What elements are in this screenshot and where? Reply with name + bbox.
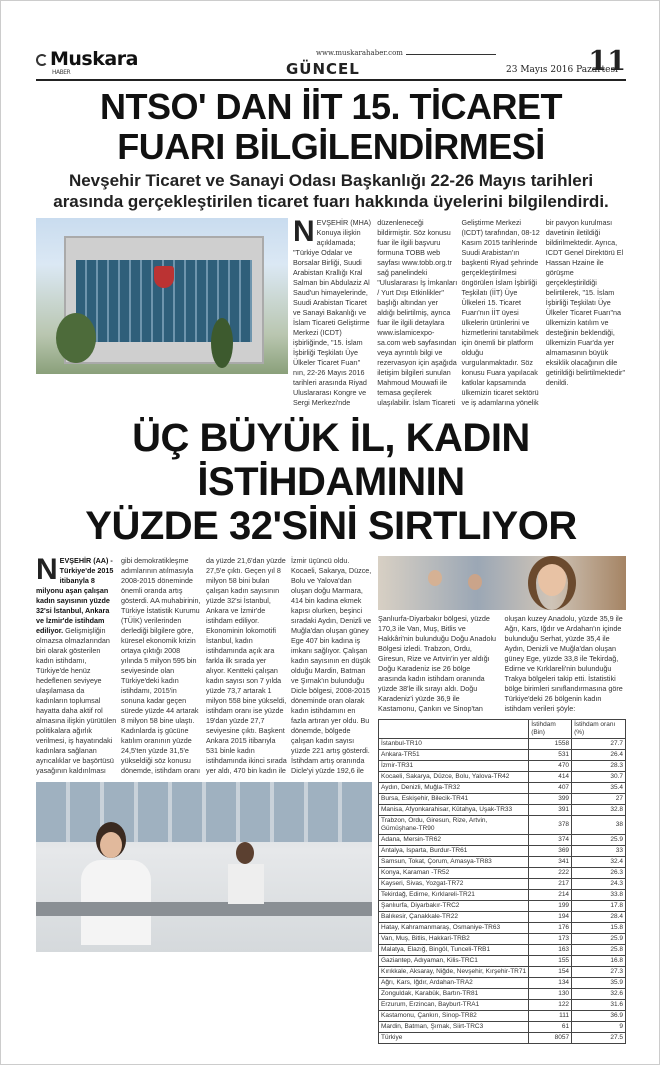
textile-workers-photo bbox=[36, 782, 372, 952]
rate-cell: 27.7 bbox=[572, 739, 626, 750]
employment-cell: 194 bbox=[529, 912, 572, 923]
table-row bbox=[379, 934, 626, 945]
article2-headline bbox=[36, 416, 626, 548]
region-cell: Balıkesir, Çanakkale-TR22 bbox=[379, 912, 529, 923]
employment-cell: 399 bbox=[529, 794, 572, 805]
rate-cell: 17.8 bbox=[572, 901, 626, 912]
employment-cell: 199 bbox=[529, 901, 572, 912]
table-row bbox=[379, 857, 626, 868]
employment-cell: 374 bbox=[529, 835, 572, 846]
region-cell: Manisa, Afyonkarahisar, Kütahya, Uşak-TR33 bbox=[379, 805, 529, 816]
rate-cell: 35.9 bbox=[572, 978, 626, 989]
employment-cell: 155 bbox=[529, 956, 572, 967]
employment-cell: 217 bbox=[529, 879, 572, 890]
article2-right bbox=[378, 556, 626, 1044]
headline-line: FUARI BİLGİLENDİRMESİ bbox=[117, 126, 545, 167]
region-cell: Tekirdağ, Edirne, Kırklareli-TR21 bbox=[379, 890, 529, 901]
article1-headline bbox=[36, 87, 626, 167]
rate-cell: 25.9 bbox=[572, 835, 626, 846]
article2-row bbox=[36, 553, 626, 1044]
rate-cell: 27.3 bbox=[572, 967, 626, 978]
rate-cell: 26.4 bbox=[572, 750, 626, 761]
article2-lead: EVŞEHİR (AA) - Türkiye'de 2015 itibanyla 8 milyonu aşan çalışan kadın sayısının yüzde 32'si İstanbul, Ankara ve İzmir'de istihdam ediliyor. bbox=[36, 556, 114, 635]
rate-cell: 30.7 bbox=[572, 772, 626, 783]
region-cell: Kayseri, Sivas, Yozgat-TR72 bbox=[379, 879, 529, 890]
rate-cell: 15.8 bbox=[572, 923, 626, 934]
employment-cell: 378 bbox=[529, 816, 572, 835]
rate-cell: 9 bbox=[572, 1022, 626, 1033]
rate-cell: 31.6 bbox=[572, 1000, 626, 1011]
rate-cell: 25.8 bbox=[572, 945, 626, 956]
article1-text: EVŞEHİR (MHA) Konuya ilişkin açıklamada; "Türkiye Odalar ve Borsalar Birliği, Suudi Arabistan Krallığı Kral Salman bin Abdulaziz Al Saud'un himayelerinde, Suudi Arabistan Ticaret ve Sanayi Bakanlığı ve İslam Ticareti Geliştirme Merkezi (ICDT) işbirliğinde, "15. İslam İşbirliği Teşkilatı Üye Ülkeler Ticaret Fuarı" nın, 22-26 Mayıs 2016 tarihleri arasında Riyad Uluslararası Kongre ve Sergi Merkezi'nde düzenleneceği bildirmiştir. Söz konusu fuar ile ilgili başvuru formuna TOBB web sayfası www.tobb.org.tr sağ panelindeki "Uluslararası İş İmkanları / Yurt Dışı Etkinlikler" başlığı altından yer aldığı belirtilmiş, ayrıca fuar ile ilgili detaylara www.islamicexpo-sa.com web sayfasından veya ayrıntılı bilgi ve rezervasyon için aşağıda iletişim bilgileri sunulan Mahmoud Mouwafi ile temasa geçilerek ulaşılabilir. İslam Ticareti Geliştirme Merkezi (ICDT) tarafından, 08-12 Kasım 2015 tarihlerinde Suudi Arabistan'ın başkenti Riyad şehrinde gerçekleştirilmesi öngörülen İslam İşbirliği Teşkilatı (İİT) Üye Ülkeleri 15. Ticaret Fuarı'nın İİT üyesi ülkelerin ürünlerini ve hizmetlerini tanıtabilmek için önemli bir platform olduğu vurgulanmaktadır. Söz konusu Fuara yapılacak katkılar kapsamında ülkemizin ticaret sektörü ve iş adamlarına yönelik bir pavyon kurulması davetinin iletildiği bildirilmektedir. Ayrıca, ICDT Genel Direktörü El Hassan Hzaine ile görüşme gerçekleştirildiği belirtilerek, "15. İslam İşbirliği Teşkilatı Üye Ülkeler Ticaret Fuarı"na ülkemizin katılım ve desteğinin beklendiği, ülkemizin Fuar'da yer almamasının büyük eksiklik olacağının dile getirildiği belirtilmektedir" denildi. bbox=[293, 218, 625, 407]
rate-cell: 26.3 bbox=[572, 868, 626, 879]
employment-cell: 407 bbox=[529, 783, 572, 794]
employment-cell: 130 bbox=[529, 989, 572, 1000]
region-cell: Erzurum, Erzincan, Bayburt-TRA1 bbox=[379, 1000, 529, 1011]
table-header-cell: İstihdam (Bin) bbox=[529, 720, 572, 739]
region-cell: Şanlıurfa, Diyarbakır-TRC2 bbox=[379, 901, 529, 912]
rate-cell: 16.8 bbox=[572, 956, 626, 967]
emblem bbox=[154, 266, 174, 288]
table-row bbox=[379, 835, 626, 846]
rate-cell: 28.3 bbox=[572, 761, 626, 772]
region-cell: Gaziantep, Adıyaman, Kilis-TRC1 bbox=[379, 956, 529, 967]
table-row bbox=[379, 890, 626, 901]
site-url: www.muskarahaber.com bbox=[316, 49, 403, 57]
table-row bbox=[379, 967, 626, 978]
chamber-building-photo bbox=[36, 218, 288, 374]
article2-body-continued bbox=[378, 614, 626, 714]
table-row bbox=[379, 945, 626, 956]
rate-cell: 36.9 bbox=[572, 1011, 626, 1022]
table-header-cell: İstihdam oranı (%) bbox=[572, 720, 626, 739]
region-cell: Malatya, Elazığ, Bingöl, Tunceli-TRB1 bbox=[379, 945, 529, 956]
region-cell: Kocaeli, Sakarya, Düzce, Bolu, Yalova-TR42 bbox=[379, 772, 529, 783]
region-cell: Ağrı, Kars, Iğdır, Ardahan-TRA2 bbox=[379, 978, 529, 989]
drop-cap: N bbox=[293, 215, 315, 248]
region-cell: İzmir-TR31 bbox=[379, 761, 529, 772]
table-header-cell bbox=[379, 720, 529, 739]
article2-text: Gelişmişliğin olmazsa olmazlarından biri olarak gösterilen kadın istihdamı, Türkiye'de henüz hedeflenen seviyeye ulaşılamasa da kadınların toplumsal hayatta daha aktif rol almasına ilişkin yürütülen politikalara ağırlık verilmesi, iş hayatındaki kadınlara sağlanan ayrıcalıklar ve başörtüsü yasağının kaldırılması gibi demokratikleşme adımlarının atılmasıyla 2008-2015 döneminde önemli oranda artış gösterdi. AA muhabirinin, Türkiye İstatistik Kurumu (TÜİK) verilerinden derlediği bilgilere göre, küresel ekonomik krizin ortaya çıktığı 2008 yılında 5 milyon 595 bin seviyesinde olan Türkiye'deki kadın istihdamı, 2015'in sonuna kadar geçen sürede yüzde 44 artarak 8 milyon 58 bine ulaştı. Kadınlarda iş gücüne katılım oranının yüzde 24,5'ten yüzde 31,5'e yükseldiği söz konusu dönemde, istihdam oranı da yüzde 21,6'dan yüzde 27,5'e çıktı. Geçen yıl 8 milyon 58 bini bulan çalışan kadın sayısının yüzde 32'si İstanbul, Ankara ve İzmir'de istihdam ediliyor. Ekonominin lokomotifi İstanbul, kadın istihdamında açık ara farkla ilk sırada yer alıyor. Kentteki çalışan kadın sayısı son 7 yılda yüzde 73,7 artarak 1 milyon 558 bine yükseldi, istihdam oranı ise yüzde 19'dan yüzde 27,7 seviyesine çıktı. Başkent Ankara 2015 itibarıyla 531 binle kadın istihdamında ikinci sırada yer aldı, 470 bin kadın ile İzmir üçüncü oldu. Kocaeli, Sakarya, Düzce, Bolu ve Yalova'dan oluşan doğu Marmara, 414 bin kadına ekmek kapısı olurken, beşinci sıradaki Aydın, Denizli ve Muğla'dan oluşan güney Ege 407 bin kadına iş imkanı sağlıyor. Çalışan kadın sayısının en düşük olduğu Mardin, Batman ve Şırnak'ın bulunduğu Dicle bölgesi, 2008-2015 döneminde oran olarak kadın istihdamını en fazla artıran yer oldu. Bu dönemde, bölgede çalışan kadın sayısı yüzde 221 artış gösterdi. İstihdam artış oranında Dicle'yi yüzde 192,6 ile bbox=[36, 556, 372, 775]
table-row bbox=[379, 761, 626, 772]
drop-cap: N bbox=[36, 553, 58, 586]
header-rule bbox=[406, 54, 496, 55]
rate-cell: 27 bbox=[572, 794, 626, 805]
article2-text-cont: Şanlıurfa-Diyarbakır bölgesi, yüzde 170,3 ile Van, Muş, Bitlis ve Hakkâri'nin bulunduğu Doğu Anadolu Bölgesi izledi. Trabzon, Ordu, Giresun, Rize ve Artvin'in yer aldığı Doğu Karadeniz ise 26 bölge arasında kadın istihdam oranında yüzde 38'le ilk sırayı aldı. Doğu Karadeniz'i yüzde 36,9 ile Kastamonu, Çankırı ve Sinop'tan oluşan kuzey Anadolu, yüzde 35,9 ile Ağrı, Kars, Iğdır ve Ardahan'ın içinde bulunduğu Serhat, yüzde 35,4 ile Aydın, Denizli ve Muğla'dan oluşan güney Ege, yüzde 33,8 ile Tekirdağ, Edirne ve Kırklareli'nin bulunduğu Trakya bölgeleri takip etti. İstatistiki bölge birimleri sınıflandırmasına göre Türkiye'deki 26 bölgenin kadın istihdam verileri şöyle: bbox=[378, 614, 623, 713]
issue-date: 23 Mayıs 2016 Pazartesi bbox=[506, 65, 618, 75]
page-number: 11 bbox=[588, 46, 626, 77]
rate-cell: 35.4 bbox=[572, 783, 626, 794]
article1-body bbox=[293, 215, 626, 408]
region-cell: Hatay, Kahramanmaraş, Osmaniye-TR63 bbox=[379, 923, 529, 934]
muskara-logo bbox=[36, 49, 138, 76]
employment-cell: 341 bbox=[529, 857, 572, 868]
employment-cell: 470 bbox=[529, 761, 572, 772]
region-cell: Antalya, Isparta, Burdur-TR61 bbox=[379, 846, 529, 857]
region-cell: Adana, Mersin-TR62 bbox=[379, 835, 529, 846]
table-row bbox=[379, 750, 626, 761]
region-cell: Bursa, Eskişehir, Bilecik-TR41 bbox=[379, 794, 529, 805]
employment-cell: 222 bbox=[529, 868, 572, 879]
article2-left bbox=[36, 553, 372, 952]
rate-cell: 38 bbox=[572, 816, 626, 835]
employment-cell: 8057 bbox=[529, 1033, 572, 1044]
region-cell: Türkiye bbox=[379, 1033, 529, 1044]
table-row bbox=[379, 783, 626, 794]
table-row bbox=[379, 912, 626, 923]
table-row bbox=[379, 901, 626, 912]
region-cell: Samsun, Tokat, Çorum, Amasya-TR83 bbox=[379, 857, 529, 868]
employment-cell: 414 bbox=[529, 772, 572, 783]
employment-cell: 176 bbox=[529, 923, 572, 934]
page-header bbox=[36, 47, 626, 81]
employment-cell: 163 bbox=[529, 945, 572, 956]
table-row bbox=[379, 739, 626, 750]
article1-subheadline: Nevşehir Ticaret ve Sanayi Odası Başkanlığı 22-26 Mayıs tarihleri arasında gerçekleştirilen ticaret fuarı hakkında üyelerini bilgilendirdi. bbox=[53, 171, 609, 211]
article2-body bbox=[36, 553, 372, 776]
rate-cell: 32.8 bbox=[572, 805, 626, 816]
table-row bbox=[379, 772, 626, 783]
region-cell: Van, Muş, Bitlis, Hakkari-TRB2 bbox=[379, 934, 529, 945]
region-cell: Trabzon, Ordu, Giresun, Rize, Artvin, Gümüşhane-TR90 bbox=[379, 816, 529, 835]
satellite-icon bbox=[36, 54, 48, 66]
employment-cell: 1558 bbox=[529, 739, 572, 750]
rate-cell: 27.5 bbox=[572, 1033, 626, 1044]
logo-tagline: HABER bbox=[52, 69, 71, 76]
table-row bbox=[379, 805, 626, 816]
table-row bbox=[379, 794, 626, 805]
employment-cell: 173 bbox=[529, 934, 572, 945]
table-row bbox=[379, 1000, 626, 1011]
employment-cell: 214 bbox=[529, 890, 572, 901]
region-cell: Konya, Karaman -TR52 bbox=[379, 868, 529, 879]
rate-cell: 24.3 bbox=[572, 879, 626, 890]
headline-line: NTSO' DAN İİT 15. TİCARET bbox=[99, 86, 563, 127]
rate-cell: 32.6 bbox=[572, 989, 626, 1000]
rate-cell: 25.9 bbox=[572, 934, 626, 945]
employment-cell: 61 bbox=[529, 1022, 572, 1033]
rate-cell: 32.4 bbox=[572, 857, 626, 868]
table-row bbox=[379, 1011, 626, 1022]
headline-line: YÜZDE 32'SİNİ SIRTLIYOR bbox=[85, 504, 577, 548]
table-row bbox=[379, 1033, 626, 1044]
employment-cell: 391 bbox=[529, 805, 572, 816]
employment-cell: 531 bbox=[529, 750, 572, 761]
headline-line: ÜÇ BÜYÜK İL, KADIN İSTİHDAMININ bbox=[132, 416, 530, 504]
employment-cell: 122 bbox=[529, 1000, 572, 1011]
rate-cell: 28.4 bbox=[572, 912, 626, 923]
employment-cell: 154 bbox=[529, 967, 572, 978]
table-row bbox=[379, 956, 626, 967]
table-row bbox=[379, 868, 626, 879]
region-cell: İstanbul-TR10 bbox=[379, 739, 529, 750]
women-employment-table bbox=[378, 719, 626, 1044]
table-row bbox=[379, 989, 626, 1000]
region-cell: Kırıkkale, Aksaray, Niğde, Nevşehir, Kırşehir-TR71 bbox=[379, 967, 529, 978]
region-cell: Mardin, Batman, Şırnak, Siirt-TRC3 bbox=[379, 1022, 529, 1033]
table-row bbox=[379, 978, 626, 989]
employment-cell: 134 bbox=[529, 978, 572, 989]
article1-row bbox=[36, 215, 626, 408]
employment-cell: 369 bbox=[529, 846, 572, 857]
rate-cell: 33.8 bbox=[572, 890, 626, 901]
region-cell: Zonguldak, Karabük, Bartın-TR81 bbox=[379, 989, 529, 1000]
employment-cell: 111 bbox=[529, 1011, 572, 1022]
region-cell: Ankara-TR51 bbox=[379, 750, 529, 761]
table-row bbox=[379, 816, 626, 835]
section-name: GÜNCEL bbox=[286, 60, 360, 78]
women-workers-photo bbox=[378, 556, 626, 610]
logo-text: Muskara bbox=[50, 48, 138, 70]
table-row bbox=[379, 923, 626, 934]
region-cell: Aydın, Denizli, Muğla-TR32 bbox=[379, 783, 529, 794]
table-row bbox=[379, 846, 626, 857]
rate-cell: 33 bbox=[572, 846, 626, 857]
table-row bbox=[379, 879, 626, 890]
region-cell: Kastamonu, Çankırı, Sinop-TR82 bbox=[379, 1011, 529, 1022]
table-row bbox=[379, 1022, 626, 1033]
